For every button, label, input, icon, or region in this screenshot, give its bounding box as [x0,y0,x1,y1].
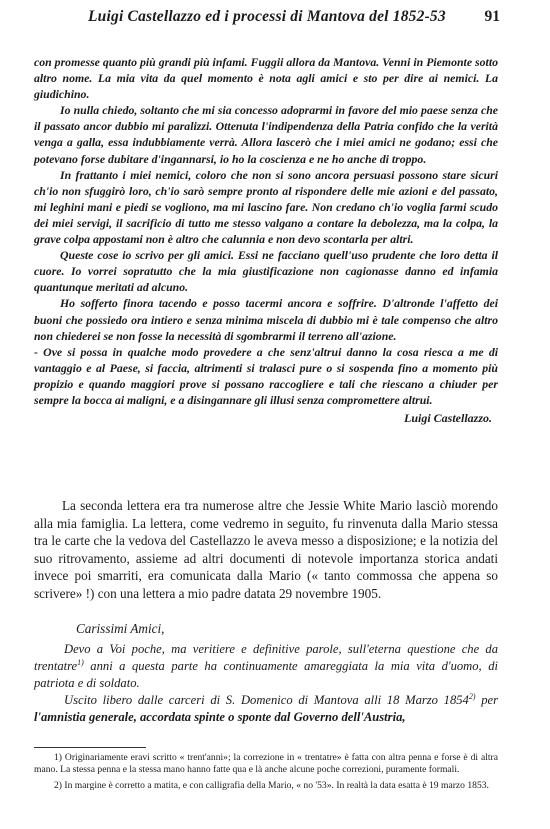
letter-two-paragraph: Devo a Voi poche, ma veritiere e definitive parole, sull'eterna questione che da trentatre$^{1)}$ anni a questa parte ha continuamente amareggiata la mia vita d'uomo, di patriota e di soldato. [34,642,498,691]
narrative-section [34,497,498,603]
letter-one-paragraph: Queste cose io scrivo per gli amici. Essi ne facciano quell'uso prudente che loro detta il cuore. Io vorrei sopratutto che la mia giustificazione non cagionasse danno ed infamia quantunque meritati ad alcuno. [34,248,498,295]
running-title: Luigi Castellazzo ed i processi di Mantova del 1852-53 [88,8,446,25]
letter-one-paragraph: In frattanto i miei nemici, coloro che non si sono ancora persuasi possono stare sicuri ch'io non sfuggirò loro, ch'io sarò sempre pronto al rispondere delle mie azioni e del passato, mi leghini mani e piedi se vogliono, ma mi lascino fare. Non credano ch'io voglia farmi scudo dei miei servigi, il sacrificio di tutto me stesso valgano a contare la debolezza, ma la colpa, la grave colpa appostami non è altro che calunnia e non devo scontarla per altri. [34,167,498,247]
letter-one-paragraph: Io nulla chiedo, soltanto che mi sia concesso adoprarmi in favore del mio paese senza che il passato ancor dubbio mi paralizzi. Ottenuta l'indipendenza della Patria confido che la verità venga a galla, essa indubbiamente verrà. Allora lascerò che i miei amici ne godano; essi che potevano forse dubitare d'ingannarsi, io ho la coscienza e ne ho anche di troppo. [34,103,498,166]
footnotes [34,752,498,792]
letter-one-paragraph: Ho sofferto finora tacendo e posso tacermi ancora e soffrire. D'altronde l'affetto dei buoni che possiedo ora intiero e senza minima miscela di dubbio mi è tale compenso che altro non chiederei se non fosse la necessità di sgombrarmi il terreno all'azione. [34,296,498,343]
letter-two-paragraph: Uscito libero dalle carceri di S. Domenico di Mantova alli 18 Marzo 1854$^{2)}$ per l'amnistia generale, accordata spinte o sponte dal Governo dell'Austria, [34,692,498,725]
footnote-divider [34,747,146,748]
letter-one [34,54,498,426]
signature: Luigi Castellazzo. [403,411,492,426]
letter-one-paragraph: - Ove si possa in qualche modo provedere a che senz'altrui danno la cosa riesca a me di vantaggio e al Paese, si faccia, altrimenti si tralasci pure o si sospenda fino a momento più propizio e quando maggiori prove si possano raccogliere e tali che riescano a chiuder per sempre la bocca ai maligni, e a disingannare gli illusi senza compromettere altrui. [34,344,498,407]
footnote: 2) In margine è corretto a matita, e con calligrafia della Mario, « no '53». In realtà la data esatta è 19 marzo 1853. [54,779,489,791]
footnote-ref: 2) [468,692,476,702]
footnote: 1) Originariamente eravi scritto « trent'anni»; la correzione in « trentatre» è fatta con altra penna e forse è di altra mano. La stessa penna e la stessa mano hanno fatte qua e là anche alcune poche correzioni, puramente formali. [34,752,498,776]
salutation: Carissimi Amici, [76,621,165,636]
footnote-ref: 1) [77,657,84,667]
running-header [64,8,500,30]
narrative-paragraph: La seconda lettera era tra numerose altre che Jessie White Mario lasciò morendo alla mia famiglia. La lettera, come vedremo in seguito, fu rinvenuta dalla Mario stessa tra le carte che la vedova del Castellazzo le aveva messo a disposizione; e la notizia del suo ritrovamento, assieme ad altri documenti di notevole importanza storica andati invece poi smarriti, era comunicata dalla Mario (« tanto commossa che appena so scrivere» !) con una lettera a mio padre datata 29 novembre 1905. [34,498,498,601]
letter-one-paragraph: con promesse quanto più grandi più infami. Fuggii allora da Mantova. Venni in Piemonte sotto altro nome. La mia vita da quel momento è nota agli amici e sto per dire ai nemici. La giudichino. [34,55,498,102]
letter-two [34,641,498,726]
page-number: 91 [484,8,500,25]
